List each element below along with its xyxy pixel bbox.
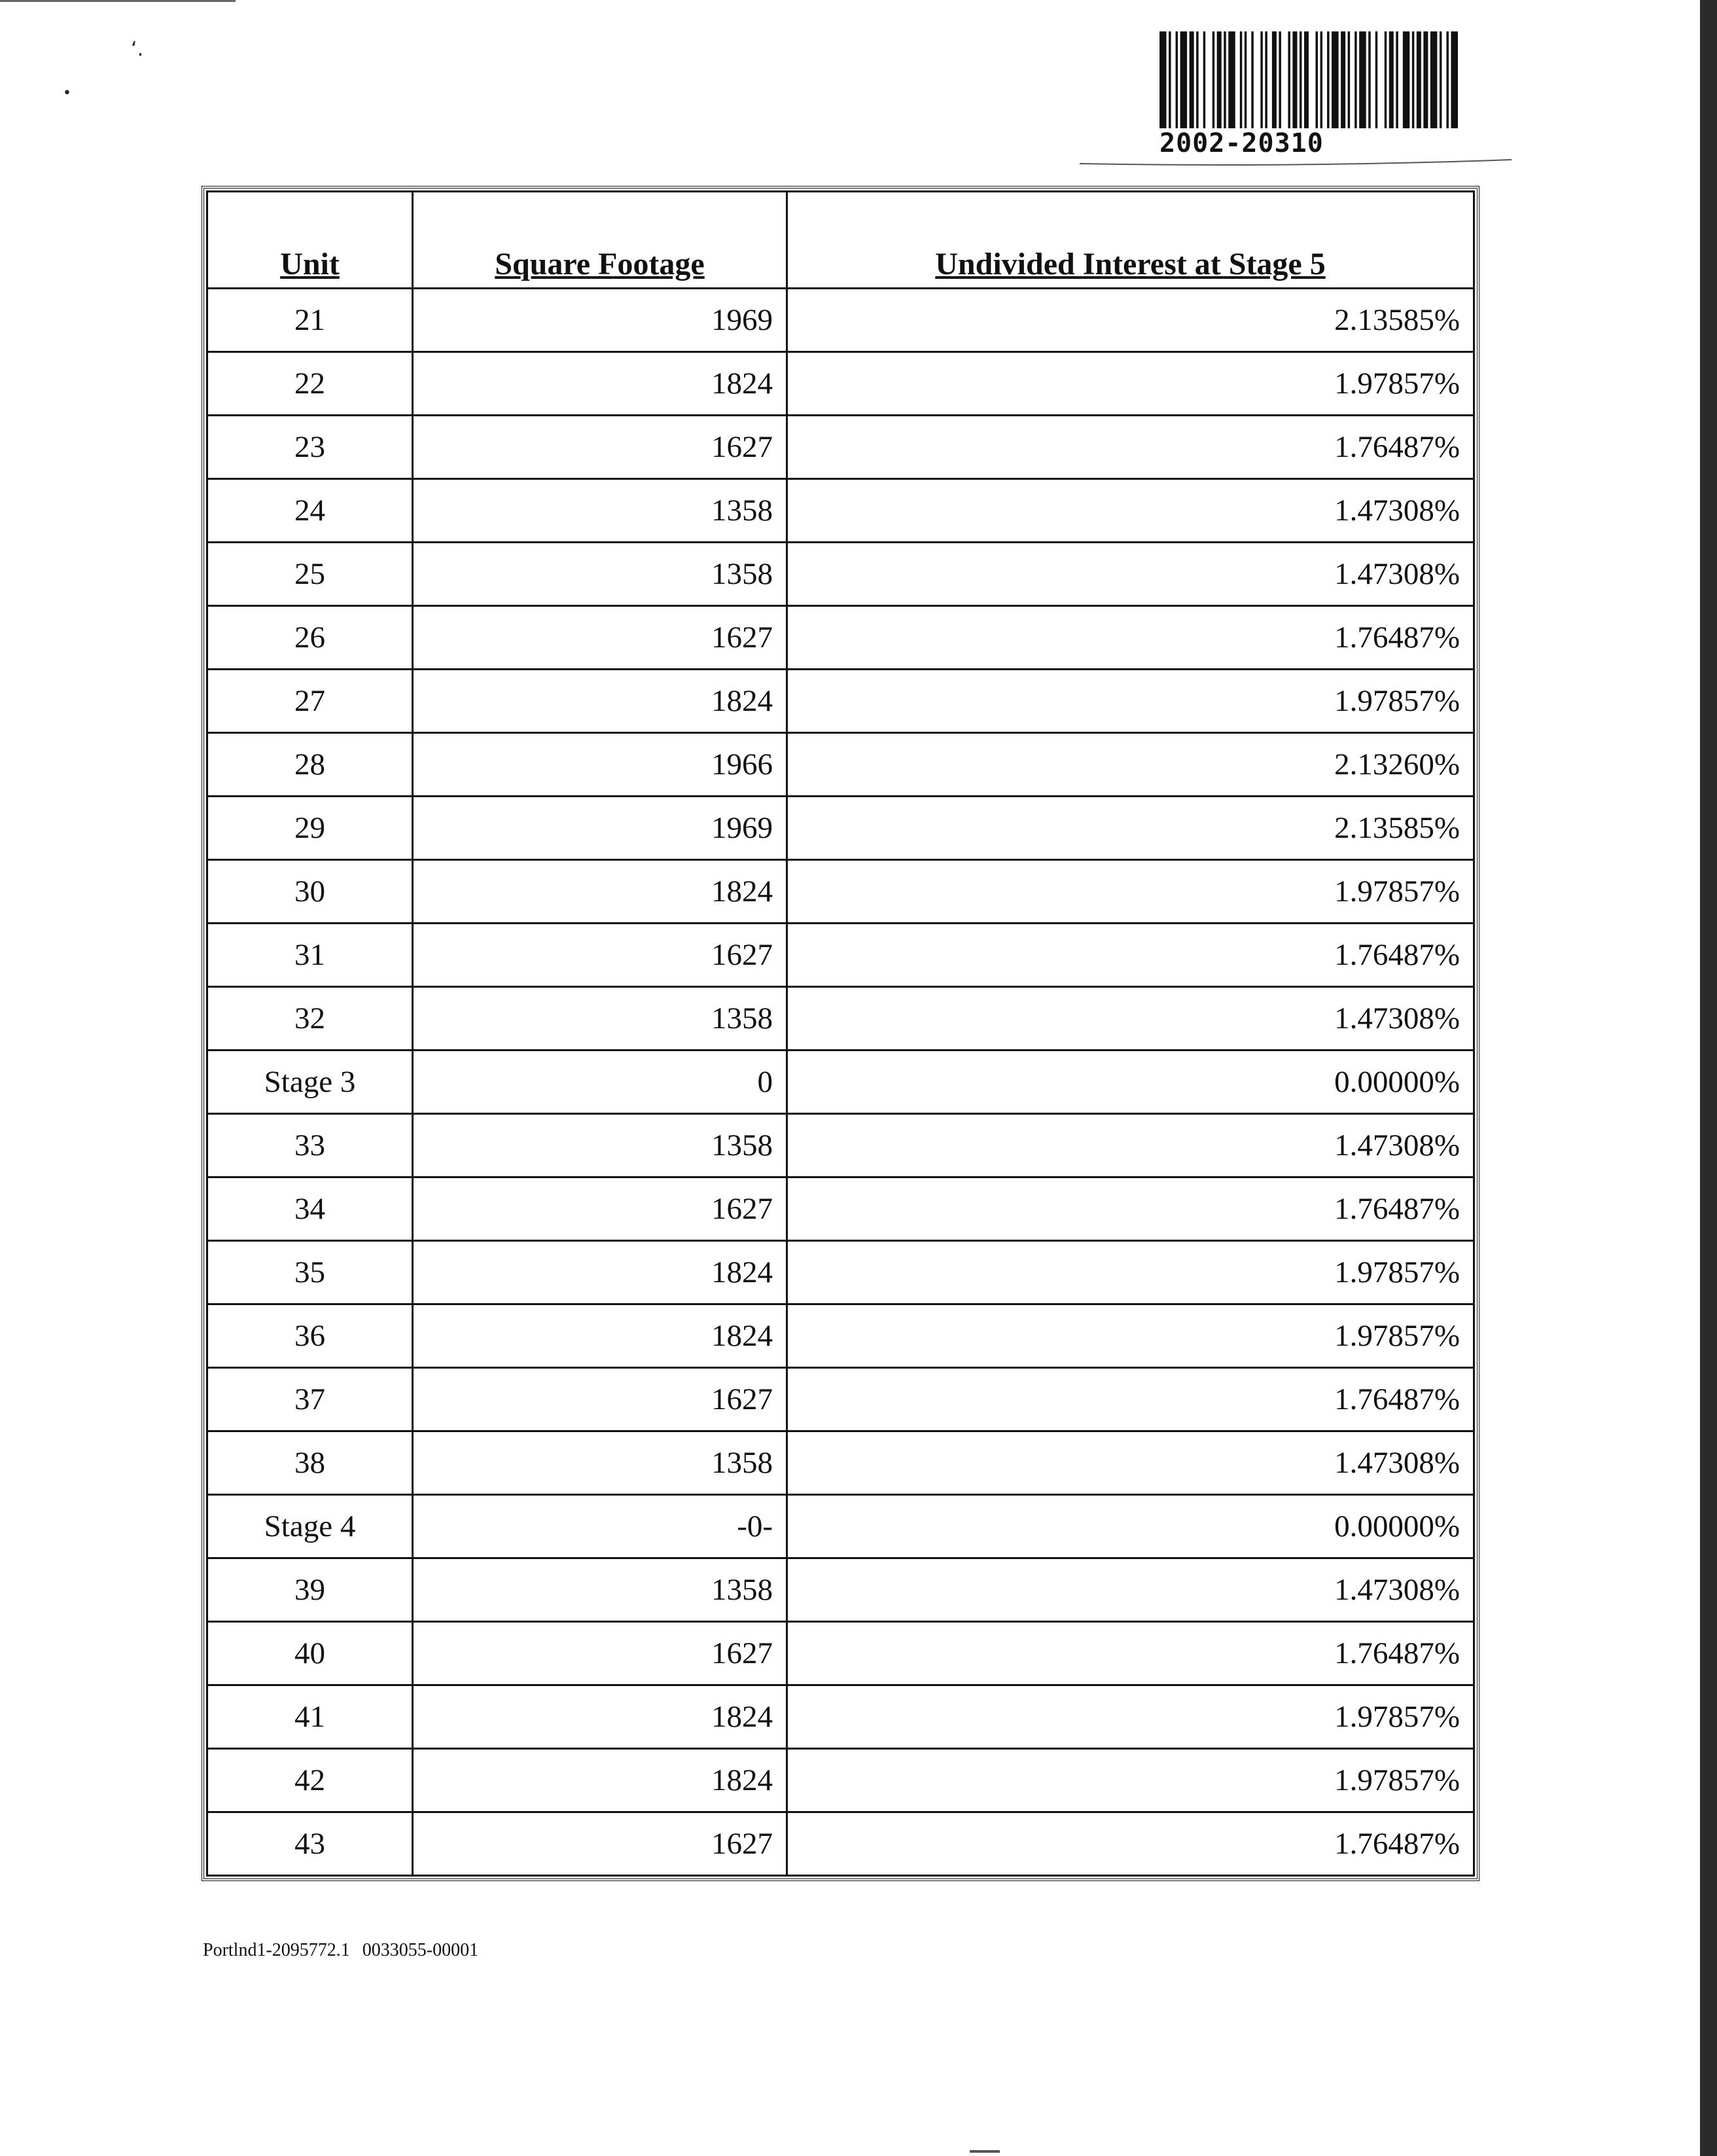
cell-unit: Stage 4: [207, 1495, 413, 1558]
cell-unit: 35: [207, 1241, 413, 1304]
cell-unit: 38: [207, 1431, 413, 1495]
cell-square-footage: 1824: [413, 1685, 787, 1749]
cell-unit: 41: [207, 1685, 413, 1749]
cell-interest: 1.97857%: [787, 670, 1474, 733]
cell-unit: 32: [207, 987, 413, 1051]
cell-square-footage: 1627: [413, 1177, 787, 1241]
cell-interest: 1.47308%: [787, 987, 1474, 1051]
cell-unit: 37: [207, 1368, 413, 1431]
table-row: [207, 543, 1474, 606]
table-row: [207, 1114, 1474, 1177]
cell-interest: 1.47308%: [787, 1558, 1474, 1622]
table-row: [207, 1812, 1474, 1876]
cell-unit: 34: [207, 1177, 413, 1241]
cell-square-footage: 1358: [413, 1558, 787, 1622]
table-header-row: [207, 192, 1474, 289]
cell-unit: 36: [207, 1304, 413, 1368]
cell-interest: 1.76487%: [787, 606, 1474, 670]
table-row: [207, 606, 1474, 670]
table-row: [207, 797, 1474, 860]
cell-unit: 24: [207, 479, 413, 543]
table-row: [207, 1685, 1474, 1749]
cell-interest: 1.47308%: [787, 1114, 1474, 1177]
table-row: [207, 1431, 1474, 1495]
cell-interest: 1.76487%: [787, 924, 1474, 987]
cell-square-footage: 1627: [413, 1812, 787, 1876]
cell-unit: 28: [207, 733, 413, 797]
cell-unit: 33: [207, 1114, 413, 1177]
document-footer: [203, 1940, 478, 1961]
cell-interest: 0.00000%: [787, 1495, 1474, 1558]
cell-unit: 40: [207, 1622, 413, 1685]
table-row: [207, 1051, 1474, 1114]
table-row: [207, 860, 1474, 924]
cell-square-footage: 1969: [413, 797, 787, 860]
column-header-unit: Unit: [207, 192, 413, 289]
cell-unit: Stage 3: [207, 1051, 413, 1114]
cell-interest: 1.47308%: [787, 479, 1474, 543]
barcode-number: 2002-20310: [1159, 128, 1324, 158]
table-row: [207, 1622, 1474, 1685]
scan-bottom-mark: [970, 2150, 1000, 2153]
table-body: [207, 289, 1474, 1876]
cell-square-footage: 1824: [413, 352, 787, 416]
cell-square-footage: 1627: [413, 416, 787, 479]
cell-interest: 1.76487%: [787, 416, 1474, 479]
cell-square-footage: 1358: [413, 1431, 787, 1495]
table-row: [207, 1558, 1474, 1622]
table-row: [207, 1368, 1474, 1431]
cell-unit: 23: [207, 416, 413, 479]
cell-interest: 2.13260%: [787, 733, 1474, 797]
table-row: [207, 1749, 1474, 1812]
cell-interest: 1.76487%: [787, 1812, 1474, 1876]
cell-unit: 27: [207, 670, 413, 733]
table-row: [207, 1177, 1474, 1241]
barcode-image: [1159, 31, 1458, 143]
cell-interest: 1.97857%: [787, 1749, 1474, 1812]
cell-interest: 1.97857%: [787, 1241, 1474, 1304]
cell-square-footage: -0-: [413, 1495, 787, 1558]
cell-interest: 1.76487%: [787, 1177, 1474, 1241]
cell-interest: 1.97857%: [787, 352, 1474, 416]
cell-unit: 31: [207, 924, 413, 987]
scan-edge: [1700, 0, 1717, 2156]
barcode-label-curve: [1080, 154, 1512, 174]
cell-square-footage: 1824: [413, 670, 787, 733]
table-row: [207, 1495, 1474, 1558]
column-header-square-footage: Square Footage: [413, 192, 787, 289]
table-row: [207, 733, 1474, 797]
cell-unit: 43: [207, 1812, 413, 1876]
cell-unit: 22: [207, 352, 413, 416]
table-row: [207, 1241, 1474, 1304]
cell-square-footage: 0: [413, 1051, 787, 1114]
cell-square-footage: 1627: [413, 1622, 787, 1685]
cell-square-footage: 1358: [413, 479, 787, 543]
table-row: [207, 416, 1474, 479]
cell-interest: 0.00000%: [787, 1051, 1474, 1114]
cell-interest: 2.13585%: [787, 289, 1474, 352]
cell-unit: 30: [207, 860, 413, 924]
table-row: [207, 479, 1474, 543]
cell-square-footage: 1824: [413, 860, 787, 924]
cell-square-footage: 1627: [413, 1368, 787, 1431]
cell-square-footage: 1966: [413, 733, 787, 797]
cell-interest: 1.97857%: [787, 860, 1474, 924]
cell-square-footage: 1358: [413, 543, 787, 606]
cell-interest: 1.76487%: [787, 1368, 1474, 1431]
cell-interest: 1.97857%: [787, 1304, 1474, 1368]
unit-interest-table: [202, 186, 1479, 1881]
cell-square-footage: 1358: [413, 987, 787, 1051]
cell-unit: 39: [207, 1558, 413, 1622]
cell-unit: 26: [207, 606, 413, 670]
cell-square-footage: 1824: [413, 1241, 787, 1304]
cell-square-footage: 1358: [413, 1114, 787, 1177]
cell-interest: 1.47308%: [787, 1431, 1474, 1495]
column-header-interest: Undivided Interest at Stage 5: [787, 192, 1474, 289]
cell-unit: 29: [207, 797, 413, 860]
cell-unit: 25: [207, 543, 413, 606]
table-row: [207, 352, 1474, 416]
table-row: [207, 987, 1474, 1051]
scan-speck: •: [63, 85, 71, 101]
cell-square-footage: 1627: [413, 924, 787, 987]
scan-top-rule: [0, 0, 236, 2]
footer-doc-id: Portlnd1-2095772.1: [203, 1940, 350, 1960]
table-row: [207, 1304, 1474, 1368]
cell-square-footage: 1969: [413, 289, 787, 352]
cell-interest: 1.47308%: [787, 543, 1474, 606]
cell-interest: 1.97857%: [787, 1685, 1474, 1749]
table-row: [207, 289, 1474, 352]
cell-unit: 21: [207, 289, 413, 352]
cell-interest: 1.76487%: [787, 1622, 1474, 1685]
cell-square-footage: 1627: [413, 606, 787, 670]
scan-speck: ‘․: [131, 38, 144, 61]
cell-unit: 42: [207, 1749, 413, 1812]
table-row: [207, 924, 1474, 987]
table-row: [207, 670, 1474, 733]
cell-square-footage: 1824: [413, 1749, 787, 1812]
cell-interest: 2.13585%: [787, 797, 1474, 860]
cell-square-footage: 1824: [413, 1304, 787, 1368]
footer-matter-number: 0033055-00001: [362, 1940, 479, 1960]
